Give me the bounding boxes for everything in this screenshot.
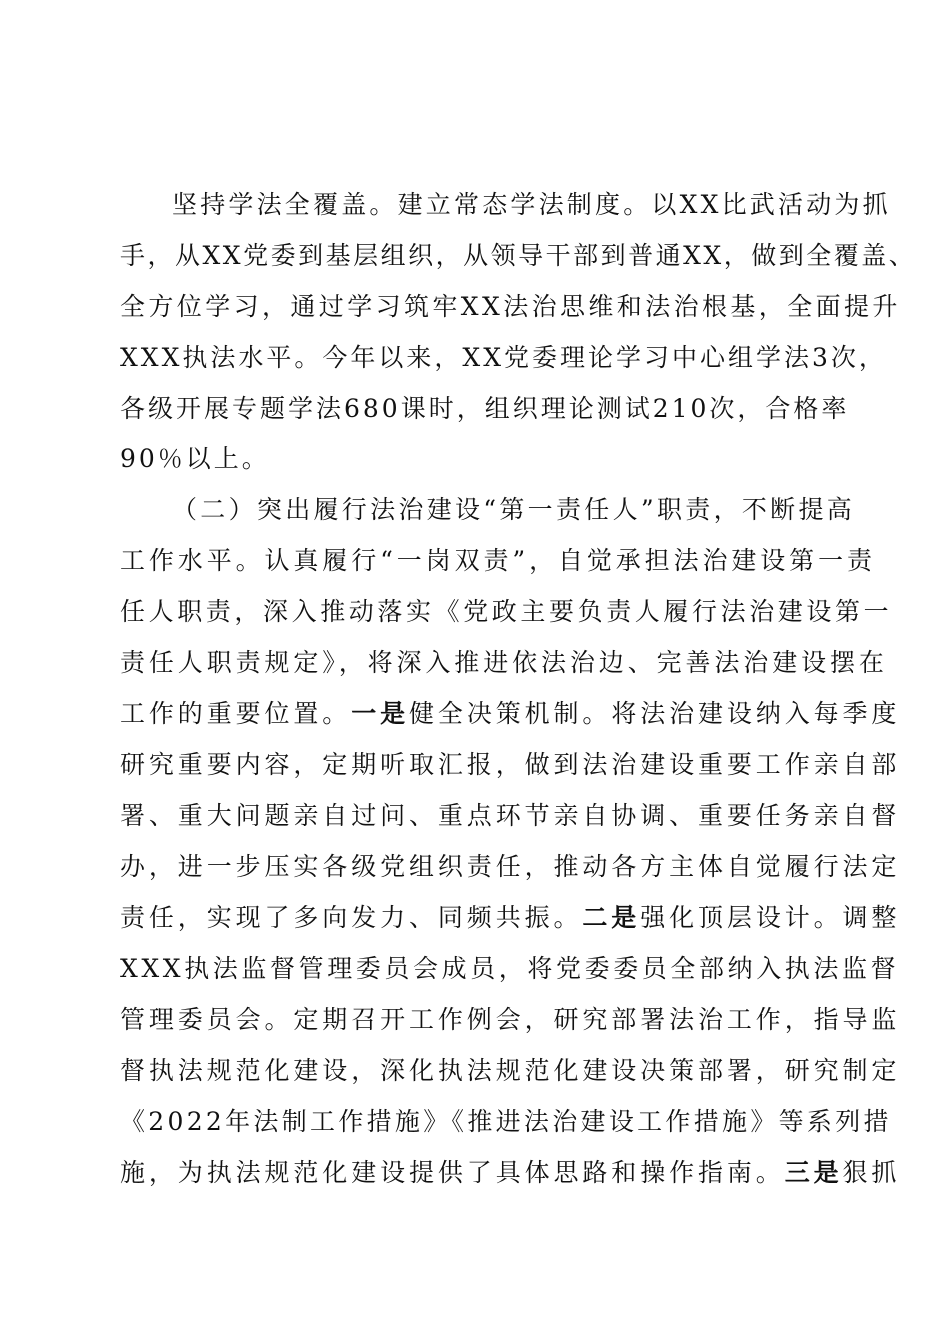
paragraph-2-line-13: 《2022年法制工作措施》《推进法治建设工作措施》等系列措 bbox=[120, 1107, 892, 1136]
line-text-rest: 强化顶层设计。调整 bbox=[640, 903, 901, 932]
emphasis-third: 三是 bbox=[784, 1158, 843, 1187]
paragraph-2-line-10: XXX执法监督管理委员会成员，将党委委员全部纳入执法监督 bbox=[120, 954, 900, 983]
emphasis-second: 二是 bbox=[582, 903, 641, 932]
paragraph-1-line-6: 90％以上。 bbox=[120, 444, 270, 473]
paragraph-2-line-1: （二）突出履行法治建设“第一责任人”职责，不断提高 bbox=[172, 495, 856, 524]
paragraph-2-line-8: 办，进一步压实各级党组织责任，推动各方主体自觉履行法定 bbox=[120, 852, 901, 881]
paragraph-2-line-3: 任人职责，深入推动落实《党政主要负责人履行法治建设第一 bbox=[120, 597, 893, 626]
paragraph-1-line-4: XXX执法水平。今年以来，XX党委理论学习中心组学法3次， bbox=[120, 343, 887, 372]
paragraph-2-line-9 bbox=[120, 903, 900, 933]
line-text: 责任，实现了多向发力、同频共振。 bbox=[120, 903, 583, 932]
line-text-rest: 健全决策机制。将法治建设纳入每季度 bbox=[409, 699, 901, 728]
paragraph-2-line-5 bbox=[120, 699, 900, 729]
paragraph-1-line-2: 手，从XX党委到基层组织，从领导干部到普通XX，做到全覆盖、 bbox=[120, 241, 917, 270]
line-text: 工作的重要位置。 bbox=[120, 699, 352, 728]
paragraph-2-line-4: 责任人职责规定》，将深入推进依法治边、完善法治建设摆在 bbox=[120, 648, 888, 677]
paragraph-1-line-3: 全方位学习，通过学习筑牢XX法治思维和法治根基，全面提升 bbox=[120, 292, 901, 321]
paragraph-2-line-12: 督执法规范化建设，深化执法规范化建设决策部署，研究制定 bbox=[120, 1056, 901, 1085]
paragraph-2-line-14 bbox=[120, 1158, 900, 1188]
paragraph-2-line-11: 管理委员会。定期召开工作例会，研究部署法治工作，指导监 bbox=[120, 1005, 901, 1034]
paragraph-2-line-6: 研究重要内容，定期听取汇报，做到法治建设重要工作亲自部 bbox=[120, 750, 901, 779]
paragraph-2-line-2: 工作水平。认真履行“一岗双责”，自觉承担法治建设第一责 bbox=[120, 546, 876, 575]
paragraph-1-line-5: 各级开展专题学法680课时，组织理论测试210次，合格率 bbox=[120, 394, 850, 423]
line-text-rest: 狠抓 bbox=[842, 1158, 901, 1187]
paragraph-2-line-7: 署、重大问题亲自过问、重点环节亲自协调、重要任务亲自督 bbox=[120, 801, 901, 830]
line-text: 施，为执法规范化建设提供了具体思路和操作指南。 bbox=[120, 1158, 785, 1187]
paragraph-1-line-1: 坚持学法全覆盖。建立常态学法制度。以XX比武活动为抓 bbox=[172, 190, 891, 219]
emphasis-first: 一是 bbox=[351, 699, 410, 728]
